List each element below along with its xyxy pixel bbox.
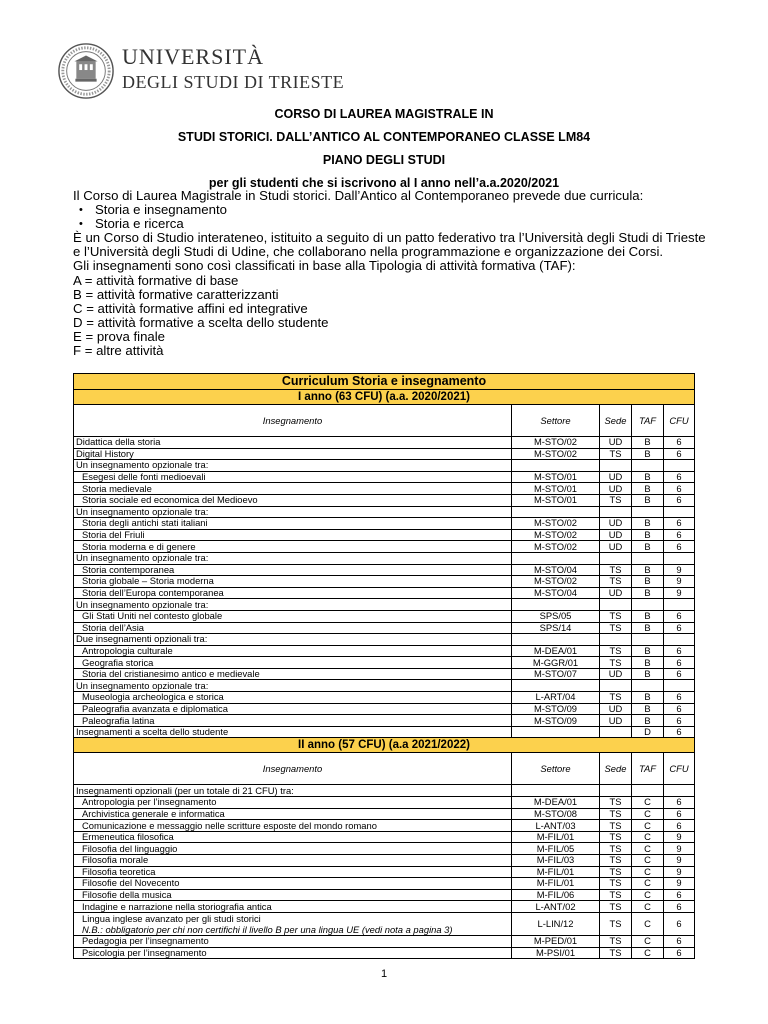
taf-cell: B [632, 437, 664, 449]
course-name-cell: Filosofie del Novecento [74, 878, 512, 890]
table-row [74, 518, 695, 530]
taf-cell: C [632, 820, 664, 832]
sede-cell: TS [600, 843, 632, 855]
taf-cell: B [632, 715, 664, 727]
table-row [74, 715, 695, 727]
settore-cell: M-PED/01 [512, 935, 600, 947]
cfu-cell: 9 [664, 866, 695, 878]
course-name-cell: Storia dell’Asia [74, 622, 512, 634]
table-row [74, 878, 695, 890]
sede-cell: TS [600, 831, 632, 843]
table-header-row [74, 753, 695, 785]
taf-cell: B [632, 541, 664, 553]
table-row [74, 645, 695, 657]
sede-cell: UD [600, 715, 632, 727]
table-row [74, 657, 695, 669]
table-row [74, 726, 695, 738]
taf-cell: B [632, 576, 664, 588]
settore-cell [512, 460, 600, 472]
settore-cell: L-ANT/03 [512, 820, 600, 832]
taf-cell: C [632, 889, 664, 901]
taf-item: B = attività formative caratterizzanti [73, 286, 279, 302]
settore-cell: M-PSI/01 [512, 947, 600, 959]
course-name-cell: Storia del Friuli [74, 529, 512, 541]
cfu-cell: 6 [664, 889, 695, 901]
sede-cell: TS [600, 657, 632, 669]
course-name-cell: Due insegnamenti opzionali tra: [74, 634, 512, 646]
document-titles [0, 103, 768, 195]
table-row [74, 785, 695, 797]
course-name-cell: Paleografia avanzata e diplomatica [74, 703, 512, 715]
cfu-cell: 6 [664, 494, 695, 506]
settore-cell: M-FIL/01 [512, 866, 600, 878]
cfu-cell: 6 [664, 645, 695, 657]
course-name-cell: Antropologia per l’insegnamento [74, 797, 512, 809]
course-name-cell: Un insegnamento opzionale tra: [74, 680, 512, 692]
taf-cell: B [632, 668, 664, 680]
course-name-cell: Paleografia latina [74, 715, 512, 727]
course-name-cell: Storia sociale ed economica del Medioevo [74, 494, 512, 506]
page-number: 1 [380, 968, 388, 980]
university-name [122, 46, 344, 91]
intro-text [73, 189, 713, 358]
course-name-cell: Digital History [74, 448, 512, 460]
cfu-cell: 6 [664, 541, 695, 553]
intro-paragraph-2b: e l’Università degli Studi di Udine, che collaborano nella programmazione e organizzazione dei Corsi. [73, 244, 664, 260]
course-name-cell: Esegesi delle fonti medioevali [74, 471, 512, 483]
curriculum-title: Curriculum Storia e insegnamento [74, 374, 695, 390]
cfu-cell: 9 [664, 831, 695, 843]
sede-cell: TS [600, 494, 632, 506]
cfu-cell: 6 [664, 820, 695, 832]
sede-cell: TS [600, 935, 632, 947]
taf-cell [632, 506, 664, 518]
cfu-cell: 9 [664, 564, 695, 576]
course-name-cell: Storia globale – Storia moderna [74, 576, 512, 588]
taf-cell: B [632, 587, 664, 599]
taf-cell: B [632, 692, 664, 704]
taf-cell [632, 599, 664, 611]
taf-cell: B [632, 564, 664, 576]
taf-cell [632, 552, 664, 564]
cfu-cell: 6 [664, 797, 695, 809]
cfu-cell: 6 [664, 448, 695, 460]
table-row [74, 610, 695, 622]
cfu-cell: 6 [664, 726, 695, 738]
settore-cell: M-FIL/03 [512, 855, 600, 867]
cfu-cell: 6 [664, 808, 695, 820]
table-row [74, 437, 695, 449]
table-row [74, 471, 695, 483]
table-row [74, 634, 695, 646]
course-name-cell: Antropologia culturale [74, 645, 512, 657]
sede-cell: TS [600, 912, 632, 935]
cfu-cell: 6 [664, 692, 695, 704]
table-row [74, 541, 695, 553]
table-header-row [74, 405, 695, 437]
taf-cell: C [632, 808, 664, 820]
cfu-cell: 6 [664, 529, 695, 541]
header-taf: TAF [632, 753, 664, 785]
taf-cell: C [632, 797, 664, 809]
year-1-title: I anno (63 CFU) (a.a. 2020/2021) [74, 390, 695, 405]
cfu-cell [664, 460, 695, 472]
cfu-cell: 6 [664, 622, 695, 634]
course-name-cell: Comunicazione e messaggio nelle scritture esposte del mondo romano [74, 820, 512, 832]
taf-item: C = attività formative affini ed integrative [73, 300, 308, 316]
sede-cell: TS [600, 947, 632, 959]
taf-cell [632, 634, 664, 646]
header-cfu: CFU [664, 405, 695, 437]
course-name-cell: Storia dell’Europa contemporanea [74, 587, 512, 599]
table-row [74, 529, 695, 541]
taf-item: D = attività formative a scelta dello studente [73, 314, 329, 330]
course-name-cell: Un insegnamento opzionale tra: [74, 506, 512, 518]
study-plan-table-body [74, 374, 695, 959]
cfu-cell: 6 [664, 437, 695, 449]
cfu-cell: 6 [664, 483, 695, 495]
table-row [74, 889, 695, 901]
sede-cell: TS [600, 645, 632, 657]
title-line-4: per gli studenti che si iscrivono al I anno nell’a.a.2020/2021 [208, 176, 560, 190]
cfu-cell: 9 [664, 576, 695, 588]
sede-cell: TS [600, 808, 632, 820]
course-name-cell: Ermeneutica filosofica [74, 831, 512, 843]
cfu-cell [664, 785, 695, 797]
header-settore: Settore [512, 405, 600, 437]
settore-cell: SPS/05 [512, 610, 600, 622]
taf-cell: C [632, 901, 664, 913]
taf-cell: C [632, 843, 664, 855]
year-2-title: II anno (57 CFU) (a.a 2021/2022) [74, 738, 695, 753]
table-row [74, 797, 695, 809]
table-row [74, 680, 695, 692]
university-name-line1: UNIVERSITÀ [122, 44, 264, 69]
cfu-cell: 6 [664, 703, 695, 715]
course-note: N.B.: obbligatorio per chi non certifichi il livello B per una lingua UE (vedi nota a pagina 3) [82, 923, 453, 935]
course-name-cell: Storia contemporanea [74, 564, 512, 576]
taf-cell: B [632, 448, 664, 460]
cfu-cell [664, 680, 695, 692]
table-row [74, 947, 695, 959]
sede-cell [600, 680, 632, 692]
settore-cell: M-STO/08 [512, 808, 600, 820]
settore-cell [512, 726, 600, 738]
cfu-cell: 9 [664, 878, 695, 890]
intro-paragraph-1: Il Corso di Laurea Magistrale in Studi storici. Dall’Antico al Contemporaneo prevede due curricula: [73, 188, 644, 203]
taf-cell: C [632, 855, 664, 867]
settore-cell: M-STO/04 [512, 564, 600, 576]
sede-cell: UD [600, 483, 632, 495]
course-name-cell: Archivistica generale e informatica [74, 808, 512, 820]
taf-cell: B [632, 471, 664, 483]
taf-item: E = prova finale [73, 328, 166, 344]
course-name-cell: Storia medievale [74, 483, 512, 495]
table-row [74, 855, 695, 867]
table-row [74, 448, 695, 460]
settore-cell: M-FIL/01 [512, 878, 600, 890]
settore-cell: M-FIL/01 [512, 831, 600, 843]
table-row [74, 703, 695, 715]
taf-cell: B [632, 494, 664, 506]
taf-cell: C [632, 912, 664, 935]
table-row [74, 692, 695, 704]
cfu-cell: 9 [664, 587, 695, 599]
settore-cell: L-LIN/12 [512, 912, 600, 935]
taf-cell: D [632, 726, 664, 738]
cfu-cell [664, 552, 695, 564]
table-row [74, 576, 695, 588]
settore-cell: M-STO/02 [512, 576, 600, 588]
settore-cell: M-STO/01 [512, 483, 600, 495]
sede-cell: TS [600, 878, 632, 890]
sede-cell: UD [600, 587, 632, 599]
sede-cell: TS [600, 576, 632, 588]
university-name-line2: DEGLI STUDI DI TRIESTE [122, 72, 345, 92]
sede-cell: TS [600, 820, 632, 832]
title-line-2: STUDI STORICI. DALL’ANTICO AL CONTEMPORANEO CLASSE LM84 [177, 130, 591, 144]
cfu-cell: 6 [664, 518, 695, 530]
taf-cell: C [632, 878, 664, 890]
taf-item: F = altre attività [73, 343, 164, 359]
sede-cell: UD [600, 703, 632, 715]
curriculum-item: • Storia e ricerca [73, 217, 713, 231]
settore-cell: M-STO/04 [512, 587, 600, 599]
cfu-cell: 6 [664, 657, 695, 669]
course-name-cell: Gli Stati Uniti nel contesto globale [74, 610, 512, 622]
sede-cell [600, 552, 632, 564]
table-row [74, 483, 695, 495]
settore-cell: M-STO/02 [512, 448, 600, 460]
settore-cell: M-STO/02 [512, 529, 600, 541]
taf-cell: B [632, 703, 664, 715]
intro-paragraph-2a: È un Corso di Studio interateneo, istituito a seguito di un patto federativo tra l’Università degli Studi di Trieste [73, 230, 706, 246]
sede-cell [600, 785, 632, 797]
header-sede: Sede [600, 753, 632, 785]
sede-cell: UD [600, 518, 632, 530]
settore-cell [512, 634, 600, 646]
sede-cell: TS [600, 692, 632, 704]
course-name-cell: Museologia archeologica e storica [74, 692, 512, 704]
title-line-1: CORSO DI LAUREA MAGISTRALE IN [274, 107, 494, 121]
settore-cell: M-STO/01 [512, 471, 600, 483]
table-row [74, 808, 695, 820]
sede-cell [600, 634, 632, 646]
taf-cell: C [632, 866, 664, 878]
cfu-cell: 6 [664, 715, 695, 727]
cfu-cell [664, 506, 695, 518]
table-row [74, 552, 695, 564]
taf-cell: B [632, 610, 664, 622]
course-name-cell: Geografia storica [74, 657, 512, 669]
year-1-row [74, 390, 695, 405]
table-row [74, 935, 695, 947]
intro-paragraph-3: Gli insegnamenti sono così classificati in base alla Tipologia di attività formativa (TAF): [73, 258, 576, 274]
header-sede: Sede [600, 405, 632, 437]
sede-cell [600, 726, 632, 738]
course-name-cell: Filosofia del linguaggio [74, 843, 512, 855]
curriculum-title-row [74, 374, 695, 390]
course-name-cell: Insegnamenti opzionali (per un totale di 21 CFU) tra: [74, 785, 512, 797]
table-row [74, 668, 695, 680]
taf-cell: B [632, 622, 664, 634]
settore-cell: M-STO/02 [512, 437, 600, 449]
settore-cell: SPS/14 [512, 622, 600, 634]
cfu-cell: 6 [664, 935, 695, 947]
header-insegnamento: Insegnamento [74, 405, 512, 437]
course-name-cell: Storia del cristianesimo antico e medievale [74, 668, 512, 680]
sede-cell: UD [600, 541, 632, 553]
cfu-cell: 6 [664, 610, 695, 622]
settore-cell: M-FIL/06 [512, 889, 600, 901]
settore-cell [512, 785, 600, 797]
course-name-cell [74, 912, 512, 935]
taf-item: A = attività formative di base [73, 272, 239, 288]
settore-cell: M-STO/09 [512, 715, 600, 727]
table-row [74, 587, 695, 599]
sede-cell: TS [600, 866, 632, 878]
settore-cell: M-STO/02 [512, 541, 600, 553]
sede-cell: UD [600, 668, 632, 680]
course-name-cell: Un insegnamento opzionale tra: [74, 460, 512, 472]
course-name-cell: Filosofie della musica [74, 889, 512, 901]
course-name-cell: Psicologia per l’insegnamento [74, 947, 512, 959]
cfu-cell: 9 [664, 843, 695, 855]
table-row [74, 506, 695, 518]
taf-cell: C [632, 947, 664, 959]
course-name-cell: Insegnamenti a scelta dello studente [74, 726, 512, 738]
table-row [74, 901, 695, 913]
table-row [74, 866, 695, 878]
sede-cell: UD [600, 471, 632, 483]
settore-cell [512, 680, 600, 692]
course-name-cell: Didattica della storia [74, 437, 512, 449]
taf-cell [632, 785, 664, 797]
cfu-cell [664, 599, 695, 611]
course-name-cell: Un insegnamento opzionale tra: [74, 552, 512, 564]
sede-cell: TS [600, 448, 632, 460]
table-row [74, 912, 695, 935]
course-name-cell: Indagine e narrazione nella storiografia antica [74, 901, 512, 913]
cfu-cell: 6 [664, 901, 695, 913]
settore-cell: M-STO/09 [512, 703, 600, 715]
cfu-cell: 9 [664, 855, 695, 867]
cfu-cell [664, 634, 695, 646]
table-row [74, 622, 695, 634]
course-name-cell: Pedagogia per l’insegnamento [74, 935, 512, 947]
settore-cell [512, 552, 600, 564]
course-name-cell: Storia degli antichi stati italiani [74, 518, 512, 530]
table-row [74, 831, 695, 843]
header-taf: TAF [632, 405, 664, 437]
taf-cell: B [632, 645, 664, 657]
curriculum-item: • Storia e insegnamento [73, 203, 713, 217]
course-name-cell: Filosofia morale [74, 855, 512, 867]
course-name-cell: Storia moderna e di genere [74, 541, 512, 553]
settore-cell: M-STO/07 [512, 668, 600, 680]
cfu-cell: 6 [664, 947, 695, 959]
sede-cell [600, 460, 632, 472]
settore-cell: M-DEA/01 [512, 797, 600, 809]
settore-cell: L-ANT/02 [512, 901, 600, 913]
course-name-cell: Filosofia teoretica [74, 866, 512, 878]
taf-cell: B [632, 483, 664, 495]
course-name-cell: Un insegnamento opzionale tra: [74, 599, 512, 611]
table-row [74, 843, 695, 855]
taf-cell: C [632, 935, 664, 947]
settore-cell [512, 506, 600, 518]
course-name: Lingua inglese avanzato per gli studi storici [82, 912, 261, 924]
sede-cell: TS [600, 797, 632, 809]
sede-cell: UD [600, 529, 632, 541]
year-2-row [74, 738, 695, 753]
sede-cell: UD [600, 437, 632, 449]
cfu-cell: 6 [664, 471, 695, 483]
table-row [74, 599, 695, 611]
title-line-3: PIANO DEGLI STUDI [322, 153, 446, 167]
settore-cell: L-ART/04 [512, 692, 600, 704]
taf-cell: B [632, 657, 664, 669]
sede-cell: TS [600, 855, 632, 867]
header-insegnamento: Insegnamento [74, 753, 512, 785]
table-row [74, 460, 695, 472]
taf-cell: B [632, 518, 664, 530]
sede-cell [600, 506, 632, 518]
sede-cell: TS [600, 622, 632, 634]
taf-cell: B [632, 529, 664, 541]
sede-cell: TS [600, 901, 632, 913]
taf-cell: C [632, 831, 664, 843]
curricula-list [73, 203, 713, 231]
settore-cell: M-FIL/05 [512, 843, 600, 855]
taf-cell [632, 680, 664, 692]
table-row [74, 494, 695, 506]
header-cfu: CFU [664, 753, 695, 785]
sede-cell [600, 599, 632, 611]
taf-cell [632, 460, 664, 472]
cfu-cell: 6 [664, 912, 695, 935]
settore-cell: M-DEA/01 [512, 645, 600, 657]
sede-cell: TS [600, 564, 632, 576]
study-plan-table [73, 373, 695, 959]
cfu-cell: 6 [664, 668, 695, 680]
settore-cell: M-GGR/01 [512, 657, 600, 669]
table-row [74, 820, 695, 832]
table-row [74, 564, 695, 576]
university-seal-logo [57, 42, 115, 100]
header-settore: Settore [512, 753, 600, 785]
sede-cell: TS [600, 889, 632, 901]
settore-cell [512, 599, 600, 611]
sede-cell: TS [600, 610, 632, 622]
settore-cell: M-STO/02 [512, 518, 600, 530]
settore-cell: M-STO/01 [512, 494, 600, 506]
